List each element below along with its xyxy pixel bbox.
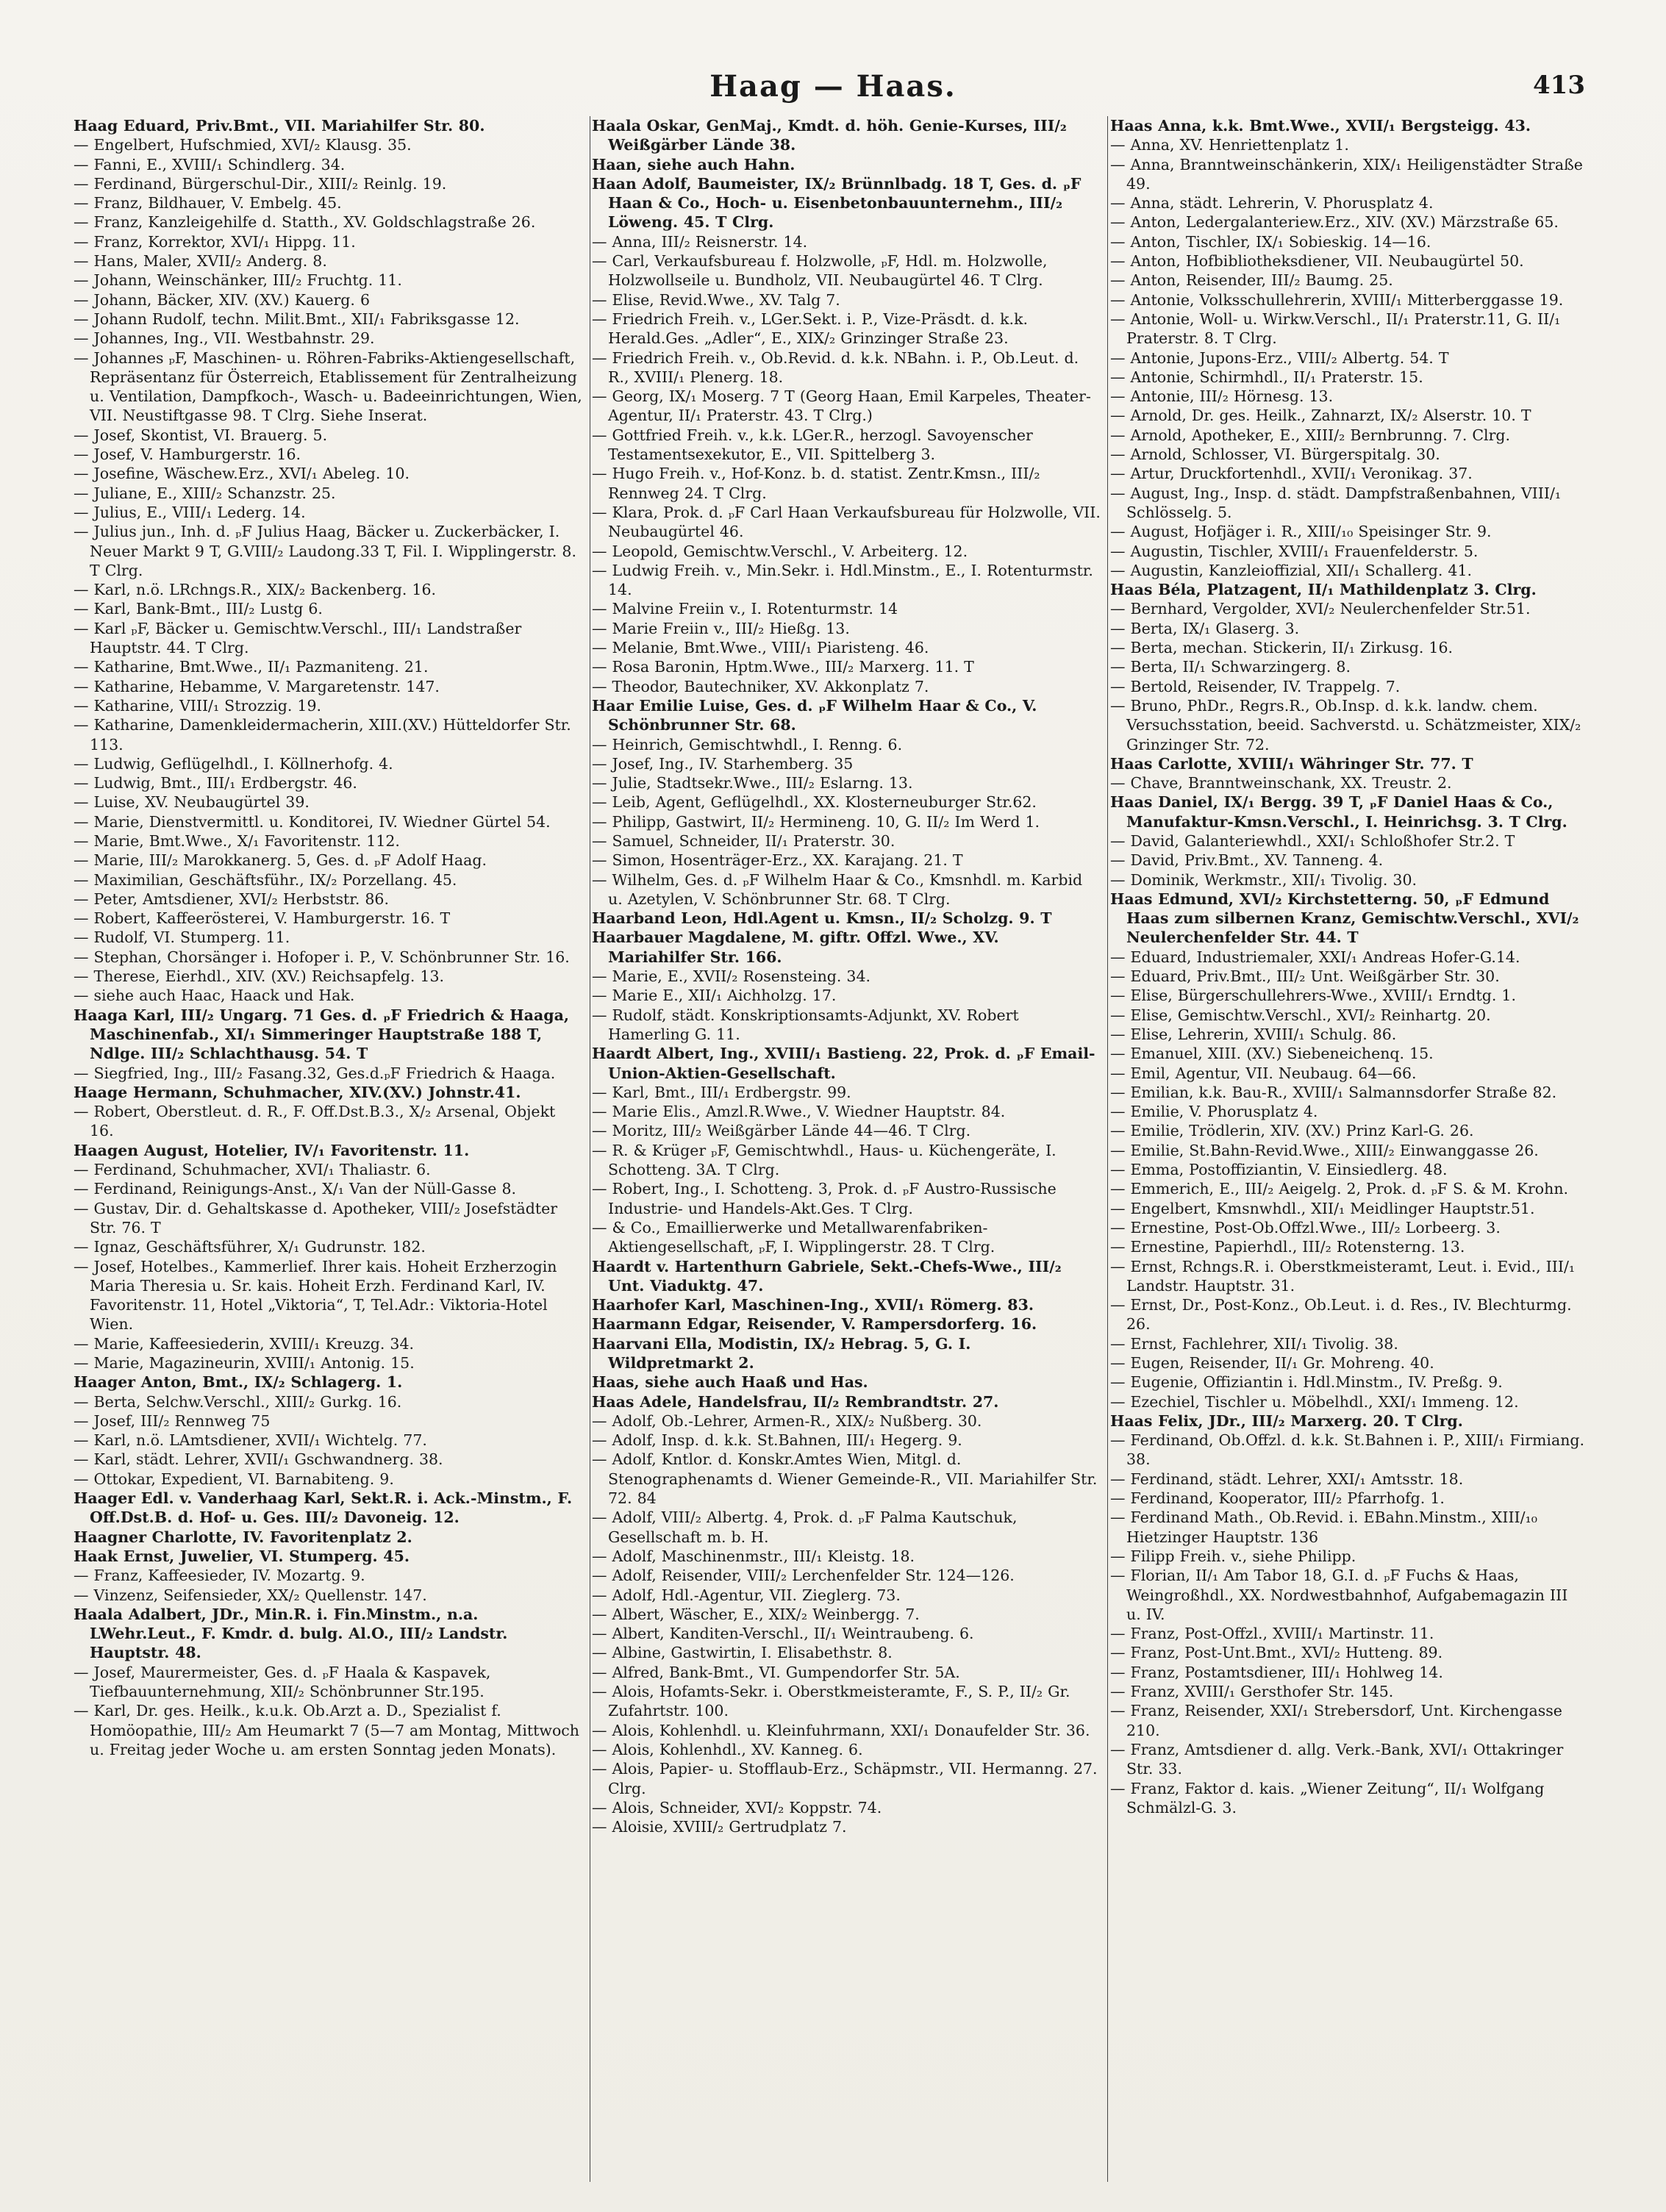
directory-entry: — & Co., Emaillierwerke und Metallwarenfabriken-Aktiengesellschaft, ₚF, I. Wipplingerstr. 28. T Clrg. (592, 1218, 995, 1256)
directory-entry: Haager Anton, Bmt., IX/₂ Schlagerg. 1. (74, 1373, 403, 1392)
directory-entry: — Emilie, St.Bahn-Revid.Wwe., XIII/₂ Einwanggasse 26. (1110, 1141, 1539, 1159)
directory-entry: — Emilie, Trödlerin, XIV. (XV.) Prinz Karl-G. 26. (1110, 1122, 1474, 1140)
directory-entry: Haas Anna, k.k. Bmt.Wwe., XVII/₁ Bergsteigg. 43. (1110, 117, 1531, 135)
directory-entry: — Friedrich Freih. v., LGer.Sekt. i. P., Vize-Präsdt. d. k.k. Herald.Ges. „Adler“, E., XIX/₂ Grinzinger Straße 23. (592, 309, 1029, 348)
directory-entry: Haagner Charlotte, IV. Favoritenplatz 2. (74, 1528, 412, 1546)
directory-entry: — Marie, Kaffeesiederin, XVIII/₁ Kreuzg. 34. (74, 1334, 415, 1353)
directory-entry: — Adolf, Insp. d. k.k. St.Bahnen, III/₁ Hegerg. 9. (592, 1431, 962, 1450)
directory-entry: — August, Ing., Insp. d. städt. Dampfstraßenbahnen, VIII/₁ Schlösselg. 5. (1110, 484, 1562, 521)
directory-entry: Haala Oskar, GenMaj., Kmdt. d. höh. Genie-Kurses, III/₂ Weißgärber Lände 38. (592, 117, 1067, 154)
directory-entry: Haar Emilie Luise, Ges. d. ₚF Wilhelm Haar & Co., V. Schönbrunner Str. 68. (592, 696, 1037, 734)
directory-entry: — Vinzenz, Seifensieder, XX/₂ Quellenstr. 147. (74, 1586, 427, 1604)
directory-entry: — Elise, Bürgerschullehrers-Wwe., XVIII/₁ Erndtg. 1. (1110, 987, 1516, 1005)
page-header (74, 51, 1592, 110)
directory-entry: — Franz, Amtsdiener d. allg. Verk.-Bank, XVI/₁ Ottakringer Str. 33. (1110, 1740, 1564, 1778)
directory-entry: — Julius, E., VIII/₁ Lederg. 14. (74, 503, 306, 521)
directory-entry: Haan Adolf, Baumeister, IX/₂ Brünnlbadg. 18 T, Ges. d. ₚF Haan & Co., Hoch- u. Eisenbetonbauunternehm., III/₂ Löweng. 45. T Clrg. (592, 174, 1082, 232)
directory-entry: — Berta, II/₁ Schwarzingerg. 8. (1110, 658, 1351, 676)
directory-entry: — Franz, Korrektor, XVI/₁ Hippg. 11. (74, 232, 356, 251)
directory-entry: — Adolf, VIII/₂ Albertg. 4, Prok. d. ₚF Palma Kautschuk, Gesellschaft m. b. H. (592, 1508, 1018, 1546)
directory-entry: — Elise, Gemischtw.Verschl., XVI/₂ Reinhartg. 20. (1110, 1006, 1491, 1024)
directory-entry: — Marie, Magazineurin, XVIII/₁ Antonig. 15. (74, 1354, 415, 1372)
directory-entry: — Rosa Baronin, Hptm.Wwe., III/₂ Marxerg. 11. T (592, 658, 974, 676)
directory-entry: — Rudolf, städt. Konskriptionsamts-Adjunkt, XV. Robert Hamerling G. 11. (592, 1006, 1019, 1043)
directory-entry: — Josef, V. Hamburgerstr. 16. (74, 445, 301, 464)
directory-entry: — Katharine, VIII/₁ Strozzig. 19. (74, 696, 322, 715)
directory-entry: — Josef, Ing., IV. Starhemberg. 35 (592, 754, 854, 773)
directory-entry: Haagen August, Hotelier, IV/₁ Favoritenstr. 11. (74, 1141, 470, 1159)
directory-entry: Haas Carlotte, XVIII/₁ Währinger Str. 77. T (1110, 754, 1473, 773)
directory-entry: — Georg, IX/₁ Moserg. 7 T (Georg Haan, Emil Karpeles, Theater-Agentur, II/₁ Praterstr. 43. T Clrg.) (592, 387, 1091, 425)
running-head: Haag — Haas. (709, 69, 957, 104)
directory-entry: — Franz, Kanzleigehilfe d. Statth., XV. Goldschlagstraße 26. (74, 213, 536, 232)
directory-entry: — Siegfried, Ing., III/₂ Fasang.32, Ges.d.ₚF Friedrich & Haaga. (74, 1064, 556, 1082)
directory-entry: — Malvine Freiin v., I. Rotenturmstr. 14 (592, 600, 898, 618)
directory-entry: — Ferdinand Math., Ob.Revid. i. EBahn.Minstm., XIII/₁₀ Hietzinger Hauptstr. 136 (1110, 1508, 1537, 1546)
directory-entry: — Albert, Wäscher, E., XIX/₂ Weinbergg. 7. (592, 1605, 920, 1623)
directory-entry: — Adolf, Maschinenmstr., III/₁ Kleistg. 18. (592, 1547, 915, 1565)
directory-entry: — Adolf, Kntlor. d. Konskr.Amtes Wien, Mitgl. d. Stenographenamts d. Wiener Gemeinde-R., VII. Mariahilfer Str. 72. 84 (592, 1450, 1098, 1508)
directory-entry: Haas Felix, JDr., III/₂ Marxerg. 20. T Clrg. (1110, 1411, 1463, 1430)
directory-entry: — Ferdinand, städt. Lehrer, XXI/₁ Amtsstr. 18. (1110, 1470, 1464, 1488)
directory-entry: — Friedrich Freih. v., Ob.Revid. d. k.k. NBahn. i. P., Ob.Leut. d. R., XVIII/₁ Plenerg. 18. (592, 348, 1079, 386)
directory-entry: — Arnold, Dr. ges. Heilk., Zahnarzt, IX/₂ Alserstr. 10. T (1110, 407, 1531, 425)
directory-entry: — Marie Freiin v., III/₂ Hießg. 13. (592, 619, 850, 637)
directory-entry: — Julie, Stadtsekr.Wwe., III/₂ Eslarng. 13. (592, 774, 913, 792)
directory-entry: — Elise, Revid.Wwe., XV. Talg 7. (592, 290, 840, 309)
directory-entry: — Antonie, III/₂ Hörnesg. 13. (1110, 387, 1334, 406)
directory-entry: — Aloisie, XVIII/₂ Gertrudplatz 7. (592, 1818, 847, 1836)
directory-entry: — Theodor, Bautechniker, XV. Akkonplatz 7. (592, 677, 929, 695)
directory-entry: Haager Edl. v. Vanderhaag Karl, Sekt.R. i. Ack.-Minstm., F. Off.Dst.B. d. Hof- u. Ges. III/₂ Davoneig. 12. (74, 1489, 573, 1527)
directory-entry: — Alois, Schneider, XVI/₂ Koppstr. 74. (592, 1798, 882, 1817)
directory-entry: — Emilian, k.k. Bau-R., XVIII/₁ Salmannsdorfer Straße 82. (1110, 1083, 1557, 1101)
directory-entry: — Franz, Post-Offzl., XVIII/₁ Martinstr. 11. (1110, 1625, 1434, 1643)
directory-entry: — Alois, Kohlenhdl., XV. Kanneg. 6. (592, 1740, 863, 1758)
directory-entry: — Leib, Agent, Geflügelhdl., XX. Klosterneuburger Str.62. (592, 793, 1037, 812)
directory-entry: — Karl, städt. Lehrer, XVII/₁ Gschwandnerg. 38. (74, 1450, 443, 1469)
directory-entry: Haas Adele, Handelsfrau, II/₂ Rembrandtstr. 27. (592, 1392, 999, 1411)
directory-columns (74, 116, 1592, 2182)
directory-entry: — Antonie, Schirmhdl., II/₁ Praterstr. 15. (1110, 368, 1423, 386)
directory-entry: — Johann, Weinschänker, III/₂ Fruchtg. 11. (74, 271, 402, 290)
directory-entry: — Arnold, Apotheker, E., XIII/₂ Bernbrunng. 7. Clrg. (1110, 426, 1511, 444)
directory-entry: — Maximilian, Geschäftsführ., IX/₂ Porzellang. 45. (74, 870, 457, 889)
directory-entry: Haarvani Ella, Modistin, IX/₂ Hebrag. 5, G. I. Wildpretmarkt 2. (592, 1334, 971, 1372)
directory-entry: — Franz, Kaffeesieder, IV. Mozartg. 9. (74, 1567, 365, 1585)
directory-entry: — Berta, Selchw.Verschl., XIII/₂ Gurkg. 16. (74, 1392, 402, 1411)
directory-entry: Haarbauer Magdalene, M. giftr. Offzl. Wwe., XV. Mariahilfer Str. 166. (592, 928, 999, 966)
directory-entry: — Alfred, Bank-Bmt., VI. Gumpendorfer Str. 5A. (592, 1663, 960, 1681)
directory-entry: — Josef, Skontist, VI. Brauerg. 5. (74, 426, 328, 444)
directory-entry: — Bruno, PhDr., Regrs.R., Ob.Insp. d. k.k. landw. chem. Versuchsstation, beeid. Sachverstd. u. Schätzmeister, XIX/₂ Grinzinger Str. 72. (1110, 696, 1581, 754)
directory-entry: — Arnold, Schlosser, VI. Bürgerspitalg. 30. (1110, 445, 1440, 464)
directory-entry: — Leopold, Gemischtw.Verschl., V. Arbeiterg. 12. (592, 542, 968, 560)
directory-entry: — Katharine, Damenkleidermacherin, XIII.(XV.) Hütteldorfer Str. 113. (74, 716, 571, 754)
directory-entry: Haarmann Edgar, Reisender, V. Rampersdorferg. 16. (592, 1315, 1037, 1334)
directory-entry: — Johannes, Ing., VII. Westbahnstr. 29. (74, 329, 375, 348)
directory-entry: — Heinrich, Gemischtwhdl., I. Renng. 6. (592, 735, 903, 754)
directory-entry: — Adolf, Ob.-Lehrer, Armen-R., XIX/₂ Nußberg. 30. (592, 1411, 982, 1430)
directory-entry: — Josef, Hotelbes., Kammerlief. Ihrer kais. Hoheit Erzherzogin Maria Theresia u. Sr. kais. Hoheit Erzh. Ferdinand Karl, IV. Favoritenstr. 11, Hotel „Viktoria“, T, Tel.Adr.: Viktoria-Hotel Wien. (74, 1257, 557, 1334)
directory-entry: — Ernestine, Post-Ob.Offzl.Wwe., III/₂ Lorbeerg. 3. (1110, 1218, 1501, 1236)
directory-entry: — Josefine, Wäschew.Erz., XVI/₁ Abeleg. 10. (74, 465, 410, 483)
directory-entry: — Emanuel, XIII. (XV.) Siebeneichenq. 15. (1110, 1045, 1434, 1063)
directory-entry: — Albine, Gastwirtin, I. Elisabethstr. 8. (592, 1644, 893, 1662)
directory-entry: Haaga Karl, III/₂ Ungarg. 71 Ges. d. ₚF Friedrich & Haaga, Maschinenfab., XI/₁ Simmeringer Hauptstraße 188 T, Ndlge. III/₂ Schlachthausg. 54. T (74, 1006, 569, 1063)
column-divider (1107, 116, 1108, 2182)
directory-entry: — Ottokar, Expedient, VI. Barnabiteng. 9. (74, 1470, 394, 1488)
directory-entry: — Robert, Oberstleut. d. R., F. Off.Dst.B.3., X/₂ Arsenal, Objekt 16. (74, 1103, 556, 1140)
directory-entry: — Ludwig, Geflügelhdl., I. Köllnerhofg. 4. (74, 754, 393, 773)
directory-entry: — Engelbert, Hufschmied, XVI/₂ Klausg. 35. (74, 136, 412, 154)
directory-entry: — Johannes ₚF, Maschinen- u. Röhren-Fabriks-Aktiengesellschaft, Repräsentanz für Österreich, Etablissement für Zentralheizung u. Ventilation, Dampfkoch-, Wasch- u. Badeeinrichtungen, Wien, VII. Neustiftgasse 98. T Clrg. Siehe Inserat. (74, 348, 582, 425)
directory-entry: — Gottfried Freih. v., k.k. LGer.R., herzogl. Savoyenscher Testamentsexekutor, E., VII. Spittelberg 3. (592, 426, 1033, 464)
directory-entry: — Karl, Dr. ges. Heilk., k.u.k. Ob.Arzt a. D., Spezialist f. Homöopathie, III/₂ Am Heumarkt 7 (5—7 am Montag, Mittwoch u. Freitag jeder Woche u. am ersten Sonntag jeden Monats). (74, 1702, 579, 1758)
directory-entry: — Eduard, Industriemaler, XXI/₁ Andreas Hofer-G.14. (1110, 948, 1520, 966)
directory-entry: — Stephan, Chorsänger i. Hofoper i. P., V. Schönbrunner Str. 16. (74, 948, 570, 966)
directory-entry: — Ernst, Fachlehrer, XII/₁ Tivolig. 38. (1110, 1334, 1398, 1353)
directory-entry: Haas Béla, Platzagent, II/₁ Mathildenplatz 3. Clrg. (1110, 581, 1537, 599)
directory-entry: — Ferdinand, Kooperator, III/₂ Pfarrhofg. 1. (1110, 1489, 1445, 1508)
directory-entry: Haardt v. Hartenthurn Gabriele, Sekt.-Chefs-Wwe., III/₂ Unt. Viaduktg. 47. (592, 1257, 1062, 1295)
directory-entry: — Klara, Prok. d. ₚF Carl Haan Verkaufsbureau für Holzwolle, VII. Neubaugürtel 46. (592, 503, 1101, 541)
directory-entry: — Karl, Bank-Bmt., III/₂ Lustg 6. (74, 600, 323, 618)
directory-entry: — Artur, Druckfortenhdl., XVII/₁ Veronikag. 37. (1110, 465, 1473, 483)
directory-entry: — Ignaz, Geschäftsführer, X/₁ Gudrunstr. 182. (74, 1238, 426, 1256)
directory-entry: — Simon, Hosenträger-Erz., XX. Karajang. 21. T (592, 851, 963, 870)
column-3 (1110, 116, 1592, 2182)
directory-entry: — Ernestine, Papierhdl., III/₂ Rotensterng. 13. (1110, 1238, 1465, 1256)
directory-entry: — Elise, Lehrerin, XVIII/₁ Schulg. 86. (1110, 1025, 1397, 1043)
directory-entry: — Moritz, III/₂ Weißgärber Lände 44—46. T Clrg. (592, 1122, 971, 1140)
directory-entry: — Marie, Dienstvermittl. u. Konditorei, IV. Wiedner Gürtel 54. (74, 812, 551, 831)
directory-entry: — Philipp, Gastwirt, II/₂ Hermineng. 10, G. II/₂ Im Werd 1. (592, 812, 1040, 831)
directory-entry: — Karl ₚF, Bäcker u. Gemischtw.Verschl., III/₁ Landstraßer Hauptstr. 44. T Clrg. (74, 619, 522, 657)
directory-entry: Haag Eduard, Priv.Bmt., VII. Mariahilfer Str. 80. (74, 117, 485, 135)
directory-entry: — Alois, Hofamts-Sekr. i. Oberstkmeisteramte, F., S. P., II/₂ Gr. Zufahrtstr. 100. (592, 1683, 1070, 1720)
directory-entry: — Josef, Maurermeister, Ges. d. ₚF Haala & Kaspavek, Tiefbauunternehmung, XII/₂ Schönbrunner Str.195. (74, 1663, 491, 1701)
directory-entry: — Melanie, Bmt.Wwe., VIII/₁ Piaristeng. 46. (592, 639, 929, 657)
directory-entry: — Emilie, V. Phorusplatz 4. (1110, 1103, 1318, 1121)
directory-entry: — siehe auch Haac, Haack und Hak. (74, 987, 355, 1005)
directory-entry: — Marie E., XII/₁ Aichholzg. 17. (592, 987, 837, 1005)
directory-entry: — Adolf, Hdl.-Agentur, VII. Zieglerg. 73. (592, 1586, 901, 1604)
directory-entry: Haardt Albert, Ing., XVIII/₁ Bastieng. 22, Prok. d. ₚF Email-Union-Aktien-Gesellschaft. (592, 1045, 1095, 1082)
directory-entry: — Franz, Post-Unt.Bmt., XVI/₂ Hutteng. 89. (1110, 1644, 1443, 1662)
directory-entry: — Eugen, Reisender, II/₁ Gr. Mohreng. 40. (1110, 1354, 1434, 1372)
directory-entry: — Berta, IX/₁ Glaserg. 3. (1110, 619, 1300, 637)
directory-entry: — Emmerich, E., III/₂ Aeigelg. 2, Prok. d. ₚF S. & M. Krohn. (1110, 1180, 1569, 1198)
directory-entry: — Anna, Branntweinschänkerin, XIX/₁ Heiligenstädter Straße 49. (1110, 155, 1583, 193)
directory-entry: — Albert, Kanditen-Verschl., II/₁ Weintraubeng. 6. (592, 1625, 974, 1643)
directory-entry: — Katharine, Hebamme, V. Margaretenstr. 147. (74, 677, 440, 695)
column-2 (592, 116, 1107, 2182)
directory-entry: — Anton, Reisender, III/₂ Baumg. 25. (1110, 271, 1393, 290)
directory-entry: — Anna, III/₂ Reisnerstr. 14. (592, 232, 808, 251)
directory-entry: Haak Ernst, Juwelier, VI. Stumperg. 45. (74, 1547, 410, 1565)
directory-entry: — Bernhard, Vergolder, XVI/₂ Neulerchenfelder Str.51. (1110, 600, 1531, 618)
directory-entry: — Hugo Freih. v., Hof-Konz. b. d. statist. Zentr.Kmsn., III/₂ Rennweg 24. T Clrg. (592, 465, 1040, 502)
directory-entry: — Emma, Postoffiziantin, V. Einsiedlerg. 48. (1110, 1161, 1448, 1179)
directory-entry: — Franz, Postamtsdiener, III/₁ Hohlweg 14. (1110, 1663, 1443, 1681)
directory-entry: — Alois, Papier- u. Stofflaub-Erz., Schäpmstr., VII. Hermanng. 27. Clrg. (592, 1760, 1098, 1797)
directory-entry: — Ferdinand, Ob.Offzl. d. k.k. St.Bahnen i. P., XIII/₁ Firmiang. 38. (1110, 1431, 1585, 1469)
directory-entry: — August, Hofjäger i. R., XIII/₁₀ Speisinger Str. 9. (1110, 523, 1492, 541)
directory-entry: Haas, siehe auch Haaß und Has. (592, 1373, 868, 1392)
directory-entry: — Anton, Tischler, IX/₁ Sobieskig. 14—16. (1110, 232, 1431, 251)
directory-entry: — Florian, II/₁ Am Tabor 18, G.I. d. ₚF Fuchs & Haas, Weingroßhdl., XX. Nordwestbahnhof, Aufgabemagazin III u. IV. (1110, 1567, 1568, 1623)
directory-entry: — Alois, Kohlenhdl. u. Kleinfuhrmann, XXI/₁ Donaufelder Str. 36. (592, 1721, 1090, 1739)
directory-entry: — Wilhelm, Ges. d. ₚF Wilhelm Haar & Co., Kmsnhdl. m. Karbid u. Azetylen, V. Schönbrunner Str. 68. T Clrg. (592, 870, 1083, 908)
directory-entry: — Rudolf, VI. Stumperg. 11. (74, 928, 290, 947)
directory-entry: — Eduard, Priv.Bmt., III/₂ Unt. Weißgärber Str. 30. (1110, 967, 1500, 986)
directory-entry: — Marie, III/₂ Marokkanerg. 5, Ges. d. ₚF Adolf Haag. (74, 851, 487, 870)
directory-entry: — Ludwig, Bmt., III/₁ Erdbergstr. 46. (74, 774, 357, 792)
directory-entry: — Filipp Freih. v., siehe Philipp. (1110, 1547, 1356, 1565)
directory-entry: — Anna, XV. Henriettenplatz 1. (1110, 136, 1349, 154)
directory-entry: — Peter, Amtsdiener, XVI/₂ Herbststr. 86. (74, 890, 389, 908)
directory-entry: — Anton, Ledergalanteriew.Erz., XIV. (XV.) Märzstraße 65. (1110, 213, 1559, 232)
directory-entry: — Engelbert, Kmsnwhdl., XII/₁ Meidlinger Hauptstr.51. (1110, 1199, 1535, 1217)
directory-entry: — Augustin, Kanzleioffizial, XII/₁ Schallerg. 41. (1110, 561, 1472, 579)
directory-entry: — Robert, Kaffeerösterei, V. Hamburgerstr. 16. T (74, 909, 451, 928)
directory-entry: — Franz, XVIII/₁ Gersthofer Str. 145. (1110, 1683, 1394, 1701)
directory-entry: — Antonie, Volksschullehrerin, XVIII/₁ Mitterberggasse 19. (1110, 290, 1564, 309)
directory-entry: — Adolf, Reisender, VIII/₂ Lerchenfelder Str. 124—126. (592, 1567, 1015, 1585)
directory-entry: — Karl, n.ö. LRchngs.R., XIX/₂ Backenberg. 16. (74, 581, 437, 599)
directory-entry: — Dominik, Werkmstr., XII/₁ Tivolig. 30. (1110, 870, 1417, 889)
directory-entry: — Ferdinand, Bürgerschul-Dir., XIII/₂ Reinlg. 19. (74, 174, 447, 193)
directory-entry: — Marie Elis., Amzl.R.Wwe., V. Wiedner Hauptstr. 84. (592, 1103, 1006, 1121)
directory-entry: — R. & Krüger ₚF, Gemischtwhdl., Haus- u. Küchengeräte, I. Schotteng. 3A. T Clrg. (592, 1141, 1057, 1179)
directory-entry: — David, Galanteriewhdl., XXI/₁ Schloßhofer Str.2. T (1110, 831, 1515, 850)
directory-entry: — Luise, XV. Neubaugürtel 39. (74, 793, 310, 812)
directory-entry: — Emil, Agentur, VII. Neubaug. 64—66. (1110, 1064, 1417, 1082)
directory-entry: — Fanni, E., XVIII/₁ Schindlerg. 34. (74, 155, 346, 173)
directory-entry: — Franz, Reisender, XXI/₁ Strebersdorf, Unt. Kirchengasse 210. (1110, 1702, 1562, 1739)
directory-entry: — Bertold, Reisender, IV. Trappelg. 7. (1110, 677, 1401, 695)
directory-entry: — Katharine, Bmt.Wwe., II/₁ Pazmaniteng. 21. (74, 658, 429, 676)
directory-entry: — Ezechiel, Tischler u. Möbelhdl., XXI/₁ Immeng. 12. (1110, 1392, 1519, 1411)
page-number: 413 (1533, 71, 1585, 100)
directory-entry: — Ernst, Dr., Post-Konz., Ob.Leut. i. d. Res., IV. Blechturmg. 26. (1110, 1296, 1572, 1334)
directory-entry: — Robert, Ing., I. Schotteng. 3, Prok. d. ₚF Austro-Russische Industrie- und Handels-Akt.Ges. T Clrg. (592, 1180, 1057, 1217)
directory-entry: — Franz, Bildhauer, V. Embelg. 45. (74, 194, 342, 212)
directory-entry: — Julius jun., Inh. d. ₚF Julius Haag, Bäcker u. Zuckerbäcker, I. Neuer Markt 9 T, G.VIII/₂ Laudong.33 T, Fil. I. Wipplingerstr. 8. T Clrg. (74, 523, 576, 579)
directory-entry: Haan, siehe auch Hahn. (592, 155, 796, 173)
directory-entry: Haarband Leon, Hdl.Agent u. Kmsn., II/₂ Scholzg. 9. T (592, 909, 1052, 928)
directory-entry: — Berta, mechan. Stickerin, II/₁ Zirkusg. 16. (1110, 639, 1454, 657)
directory-entry: — Eugenie, Offiziantin i. Hdl.Minstm., IV. Preßg. 9. (1110, 1373, 1503, 1392)
directory-entry: — Hans, Maler, XVII/₂ Anderg. 8. (74, 252, 327, 271)
directory-entry: — Anna, städt. Lehrerin, V. Phorusplatz 4. (1110, 194, 1434, 212)
directory-entry: — Karl, n.ö. LAmtsdiener, XVII/₁ Wichtelg. 77. (74, 1431, 427, 1450)
directory-entry: — Johann, Bäcker, XIV. (XV.) Kauerg. 6 (74, 290, 371, 309)
directory-entry: — Karl, Bmt., III/₁ Erdbergstr. 99. (592, 1083, 851, 1101)
directory-entry: Haarhofer Karl, Maschinen-Ing., XVII/₁ Römerg. 83. (592, 1296, 1034, 1314)
directory-entry: — Therese, Eierhdl., XIV. (XV.) Reichsapfelg. 13. (74, 967, 445, 986)
directory-entry: — Carl, Verkaufsbureau f. Holzwolle, ₚF, Hdl. m. Holzwolle, Holzwollseile u. Bundholz, VII. Neubaugürtel 46. T Clrg. (592, 252, 1048, 290)
directory-entry: — Josef, III/₂ Rennweg 75 (74, 1411, 271, 1430)
directory-entry: — Ludwig Freih. v., Min.Sekr. i. Hdl.Minstm., E., I. Rotenturmstr. 14. (592, 561, 1093, 599)
directory-entry: — Augustin, Tischler, XVIII/₁ Frauenfelderstr. 5. (1110, 542, 1479, 560)
directory-entry: — Antonie, Woll- u. Wirkw.Verschl., II/₁ Praterstr.11, G. II/₁ Praterstr. 8. T Clrg. (1110, 309, 1561, 348)
directory-entry: — David, Priv.Bmt., XV. Tanneng. 4. (1110, 851, 1384, 870)
directory-entry: — Ferdinand, Reinigungs-Anst., X/₁ Van der Nüll-Gasse 8. (74, 1180, 517, 1198)
directory-entry: — Marie, Bmt.Wwe., X/₁ Favoritenstr. 112. (74, 831, 400, 850)
directory-entry: — Gustav, Dir. d. Gehaltskasse d. Apotheker, VIII/₂ Josefstädter Str. 76. T (74, 1199, 558, 1236)
directory-entry: — Antonie, Jupons-Erz., VIII/₂ Albertg. 54. T (1110, 348, 1449, 367)
directory-entry: Haas Daniel, IX/₁ Bergg. 39 T, ₚF Daniel Haas & Co., Manufaktur-Kmsn.Verschl., I. Heinrichsg. 3. T Clrg. (1110, 793, 1567, 831)
directory-entry: — Ferdinand, Schuhmacher, XVI/₁ Thaliastr. 6. (74, 1161, 431, 1179)
directory-entry: Haala Adalbert, JDr., Min.R. i. Fin.Minstm., n.a. LWehr.Leut., F. Kmdr. d. bulg. Al.O., III/₂ Landstr. Hauptstr. 48. (74, 1605, 508, 1662)
directory-entry: — Anton, Hofbibliotheksdiener, VII. Neubaugürtel 50. (1110, 252, 1524, 271)
column-1 (74, 116, 588, 2182)
directory-entry: Haage Hermann, Schuhmacher, XIV.(XV.) Johnstr.41. (74, 1083, 521, 1101)
directory-entry: — Franz, Faktor d. kais. „Wiener Zeitung“, II/₁ Wolfgang Schmälzl-G. 3. (1110, 1779, 1545, 1817)
directory-entry: — Johann Rudolf, techn. Milit.Bmt., XII/₁ Fabriksgasse 12. (74, 309, 520, 328)
directory-entry: Haas Edmund, XVI/₂ Kirchstetterng. 50, ₚF Edmund Haas zum silbernen Kranz, Gemischtw.Verschl., XVI/₂ Neulerchenfelder Str. 44. T (1110, 890, 1579, 947)
directory-entry: — Marie, E., XVII/₂ Rosensteing. 34. (592, 967, 871, 986)
directory-entry: — Samuel, Schneider, II/₁ Praterstr. 30. (592, 831, 895, 850)
directory-entry: — Chave, Branntweinschank, XX. Treustr. 2. (1110, 774, 1452, 792)
directory-entry: — Juliane, E., XIII/₂ Schanzstr. 25. (74, 484, 336, 502)
directory-entry: — Ernst, Rchngs.R. i. Oberstkmeisteramt, Leut. i. Evid., III/₁ Landstr. Hauptstr. 31. (1110, 1257, 1576, 1295)
